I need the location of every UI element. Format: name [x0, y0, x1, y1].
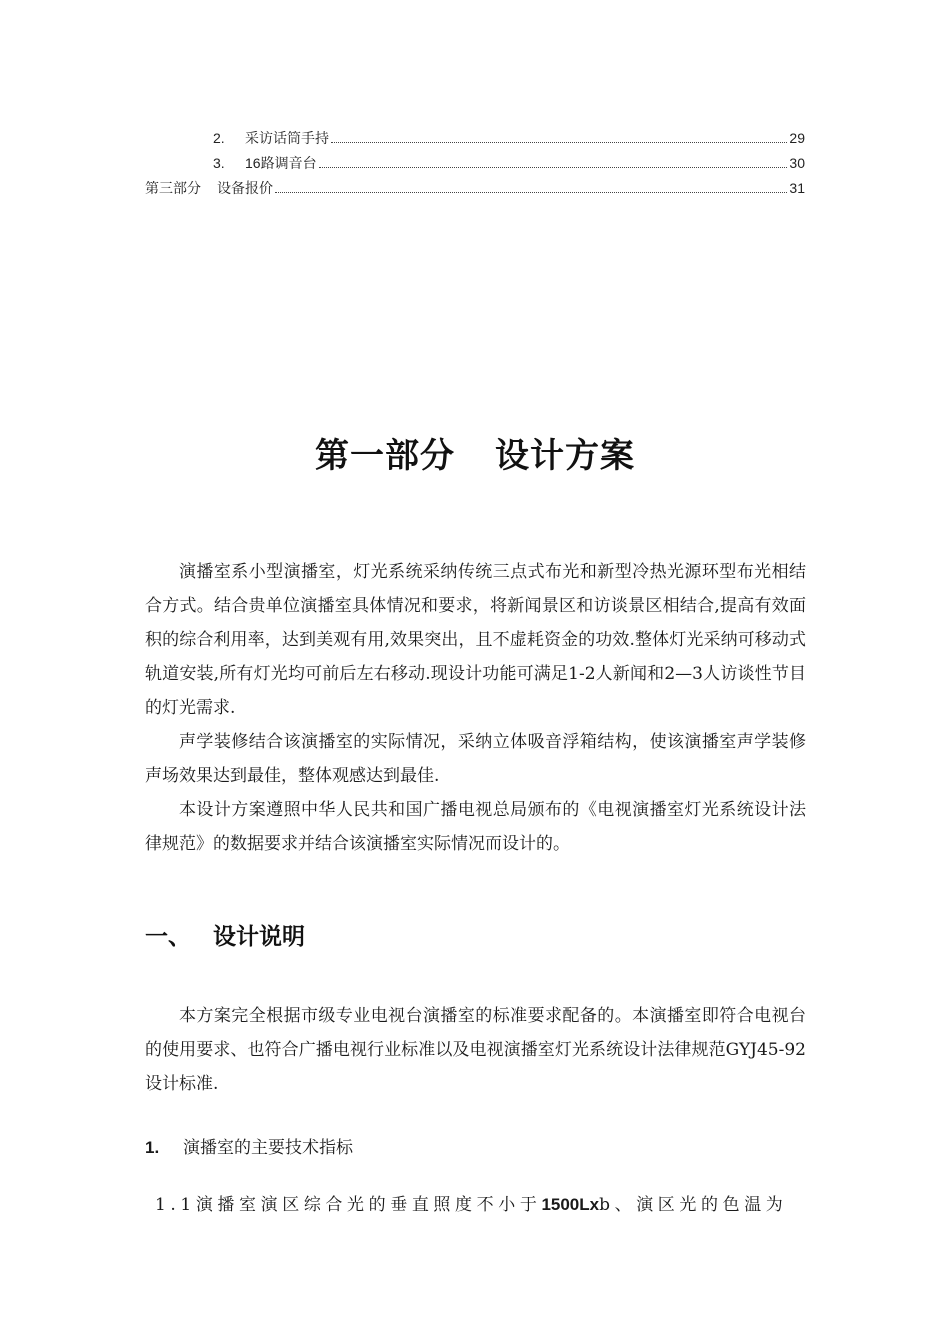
- spec-line: [155, 1190, 806, 1215]
- toc-entry[interactable]: [145, 151, 805, 176]
- toc-entry-number: 3.: [213, 155, 225, 171]
- spec-suffix: b、演区光的色温为: [599, 1195, 788, 1215]
- toc-part-label: 第三部分: [145, 180, 201, 196]
- toc-entry-page: 31: [789, 180, 805, 196]
- section-body: [145, 999, 806, 1101]
- section-heading: [145, 918, 305, 951]
- paragraph: 声学装修结合该演播室的实际情况，采纳立体吸音浮箱结构，使该演播室声学装修声场效果达到最佳，整体观感达到最佳.: [145, 732, 806, 786]
- spec-prefix: 1.1演播室演区综合光的垂直照度不小于: [155, 1195, 542, 1215]
- toc-entry-number: 2.: [213, 130, 225, 146]
- part-prefix: 第一部分: [315, 436, 455, 476]
- subsection-number: 1.: [145, 1138, 160, 1157]
- toc-entry[interactable]: [145, 176, 805, 201]
- toc-entry[interactable]: [145, 126, 805, 151]
- toc-entry-page: 30: [789, 155, 805, 171]
- spec-value: 1500Lx: [541, 1195, 600, 1214]
- section-title: 设计说明: [213, 924, 305, 950]
- intro-section: [145, 555, 806, 861]
- toc-dot-leader: [319, 166, 788, 168]
- subsection-heading: [145, 1133, 353, 1158]
- toc-dot-leader: [275, 191, 787, 193]
- subsection-title: 演播室的主要技术指标: [183, 1138, 353, 1158]
- part-title: [0, 428, 950, 477]
- toc-entry-label: 采访话筒手持: [245, 130, 329, 146]
- toc-entry-label: 设备报价: [217, 180, 273, 196]
- part-title-text: 设计方案: [495, 436, 635, 476]
- toc-entry-page: 29: [789, 130, 805, 146]
- paragraph: 本设计方案遵照中华人民共和国广播电视总局颁布的《电视演播室灯光系统设计法律规范》的数据要求并结合该演播室实际情况而设计的。: [145, 800, 806, 854]
- toc-dot-leader: [331, 141, 787, 143]
- paragraph: 演播室系小型演播室，灯光系统采纳传统三点式布光和新型冷热光源环型布光相结合方式。结合贵单位演播室具体情况和要求，将新闻景区和访谈景区相结合,提高有效面积的综合利用率，达到美观有用,效果突出，且不虚耗资金的功效.整体灯光采纳可移动式轨道安装,所有灯光均可前后左右移动.现设计功能可满足1-2人新闻和2—3人访谈性节目的灯光需求.: [145, 562, 806, 718]
- toc-entry-label: 16路调音台: [245, 155, 317, 171]
- table-of-contents: [145, 126, 805, 201]
- section-number: 一、: [145, 924, 191, 950]
- paragraph: 本方案完全根据市级专业电视台演播室的标准要求配备的。本演播室即符合电视台的使用要求、也符合广播电视行业标准以及电视演播室灯光系统设计法律规范GYJ45-92设计标准.: [145, 1006, 806, 1094]
